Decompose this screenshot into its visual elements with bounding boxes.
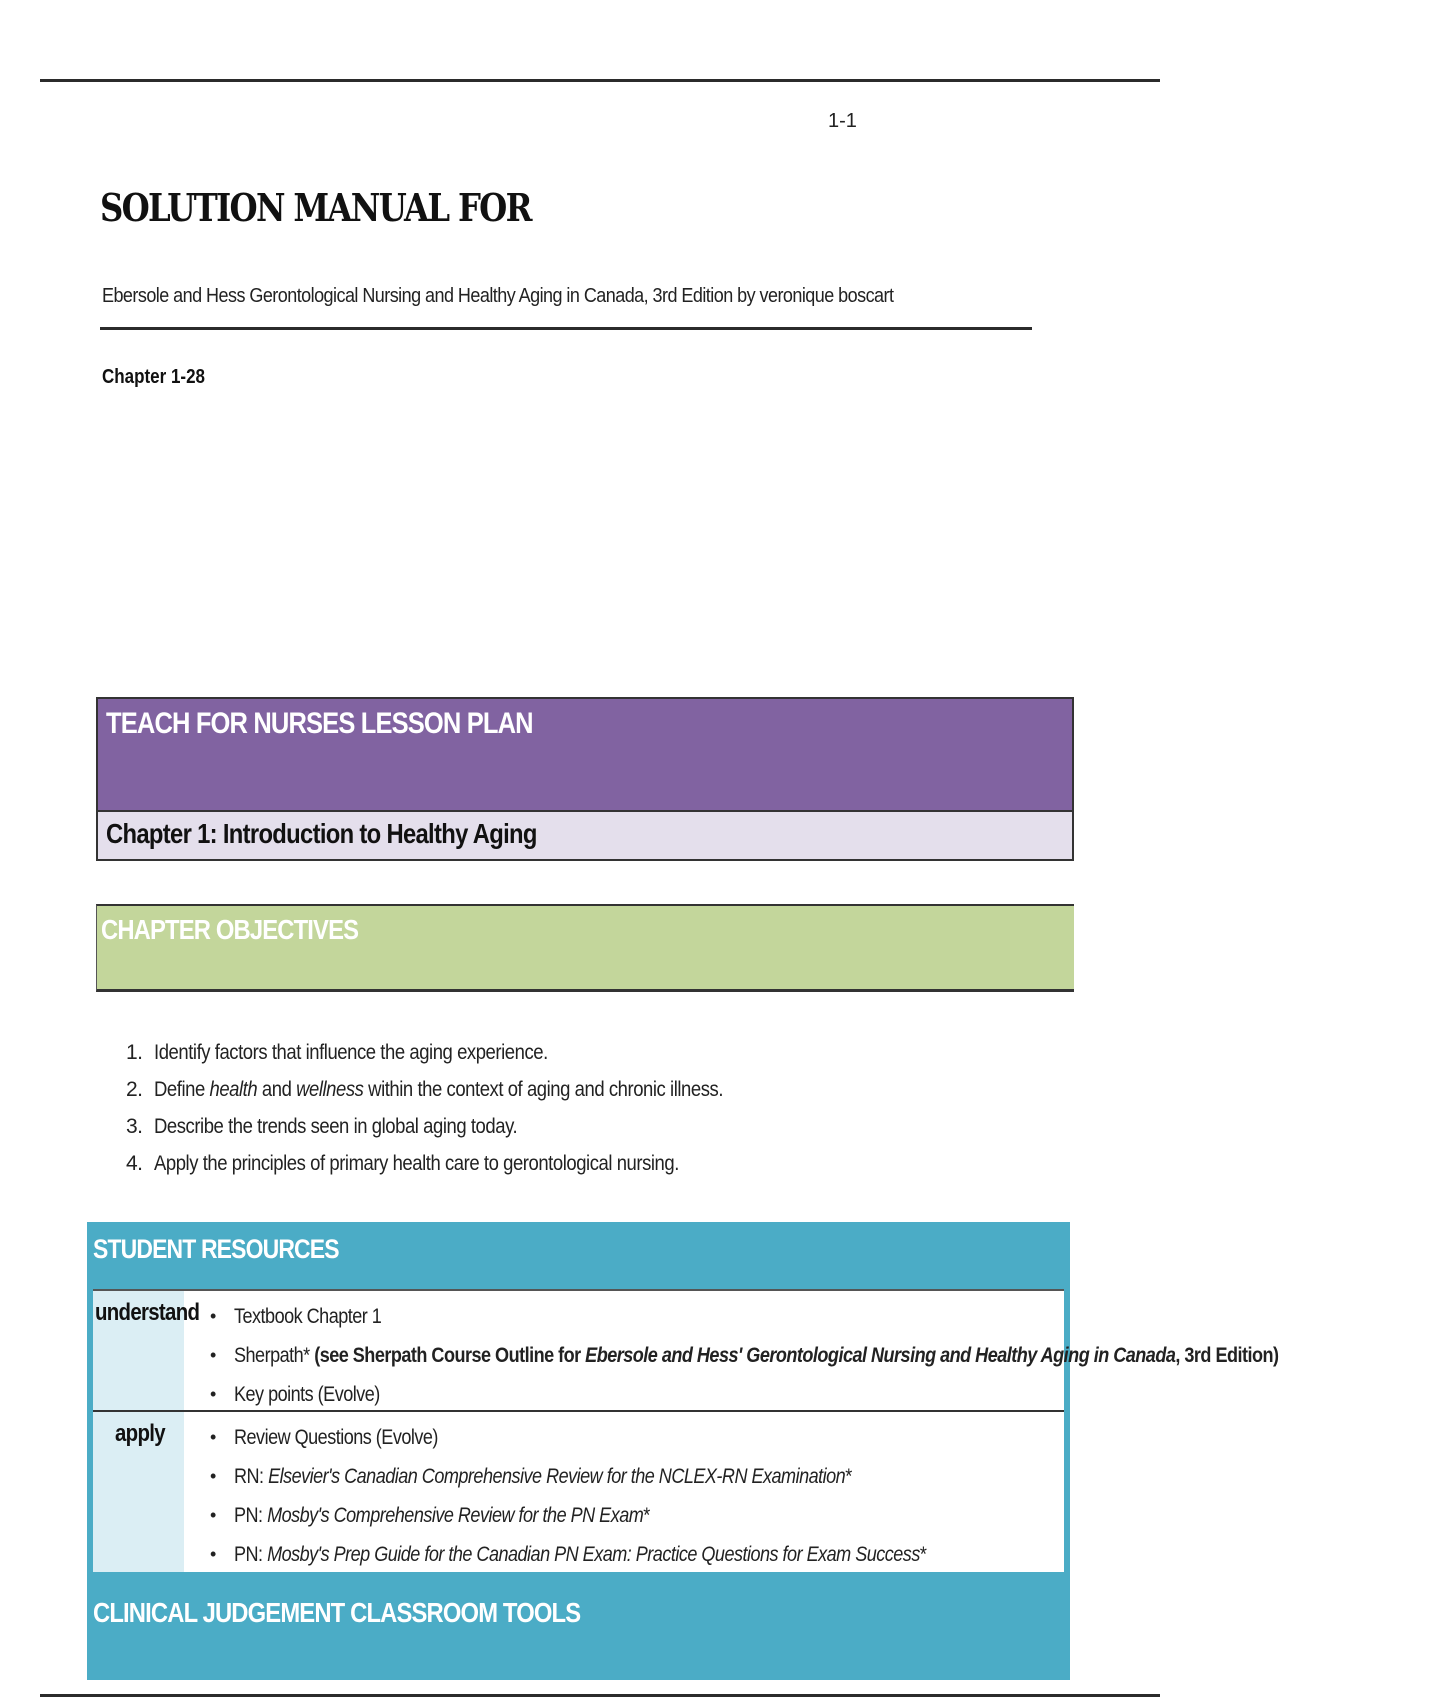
objectives-list	[126, 1034, 801, 1182]
objective-item: 4. Apply the principles of primary health care to gerontological nursing.	[126, 1151, 679, 1175]
bullet-icon: •	[210, 1427, 216, 1447]
page-number: 1-1	[828, 110, 857, 132]
bullet-icon: •	[210, 1544, 216, 1564]
lesson-plan-title: TEACH FOR NURSES LESSON PLAN	[106, 707, 533, 740]
apply-resource-list	[184, 1412, 1064, 1572]
student-resources-section	[87, 1222, 1279, 1680]
resource-label-understand: understand	[93, 1291, 184, 1410]
list-item: • Review Questions (Evolve)	[210, 1425, 438, 1449]
resource-label-apply: apply	[93, 1412, 184, 1572]
lesson-plan-header	[96, 697, 1074, 861]
resource-row-understand	[93, 1289, 1279, 1412]
resource-row-apply	[93, 1412, 1064, 1572]
objective-item: 3. Describe the trends seen in global aging today.	[126, 1114, 518, 1138]
list-item: • Sherpath* (see Sherpath Course Outline for Ebersole and Hess' Gerontological Nursing and Healthy Aging in Canada, 3rd Edition)	[210, 1343, 1279, 1367]
understand-resource-list	[184, 1291, 1449, 1410]
objective-item: 2. Define health and wellness within the context of aging and chronic illness.	[126, 1077, 724, 1101]
bullet-icon: •	[210, 1306, 216, 1326]
main-title: SOLUTION MANUAL FOR	[100, 185, 531, 230]
list-item: • PN: Mosby's Prep Guide for the Canadian PN Exam: Practice Questions for Exam Success*	[210, 1542, 927, 1566]
bullet-icon: •	[210, 1466, 216, 1486]
bullet-icon: •	[210, 1384, 216, 1404]
bullet-icon: •	[210, 1345, 216, 1365]
bottom-rule	[40, 1694, 1160, 1697]
book-subtitle: Ebersole and Hess Gerontological Nursing and Healthy Aging in Canada, 3rd Edition by veronique boscart	[102, 285, 894, 307]
list-item: • PN: Mosby's Comprehensive Review for the PN Exam*	[210, 1503, 650, 1527]
objective-item: 1. Identify factors that influence the aging experience.	[126, 1040, 548, 1064]
list-item: • Textbook Chapter 1	[210, 1304, 382, 1328]
student-resources-title: STUDENT RESOURCES	[93, 1234, 339, 1264]
clinical-tools-title: CLINICAL JUDGEMENT CLASSROOM TOOLS	[93, 1597, 581, 1628]
bullet-icon: •	[210, 1505, 216, 1525]
lesson-chapter-title: Chapter 1: Introduction to Healthy Aging	[106, 818, 537, 849]
chapter-objectives-header	[96, 904, 1074, 992]
lesson-plan-title-band	[98, 699, 1072, 812]
list-item: • Key points (Evolve)	[210, 1382, 380, 1406]
chapter-objectives-title: CHAPTER OBJECTIVES	[101, 914, 359, 945]
subtitle-rule	[100, 327, 1032, 330]
lesson-chapter-band	[98, 812, 1072, 859]
list-item: • RN: Elsevier's Canadian Comprehensive Review for the NCLEX-RN Examination*	[210, 1464, 852, 1488]
top-rule	[40, 79, 1160, 82]
chapter-range: Chapter 1-28	[102, 366, 205, 388]
